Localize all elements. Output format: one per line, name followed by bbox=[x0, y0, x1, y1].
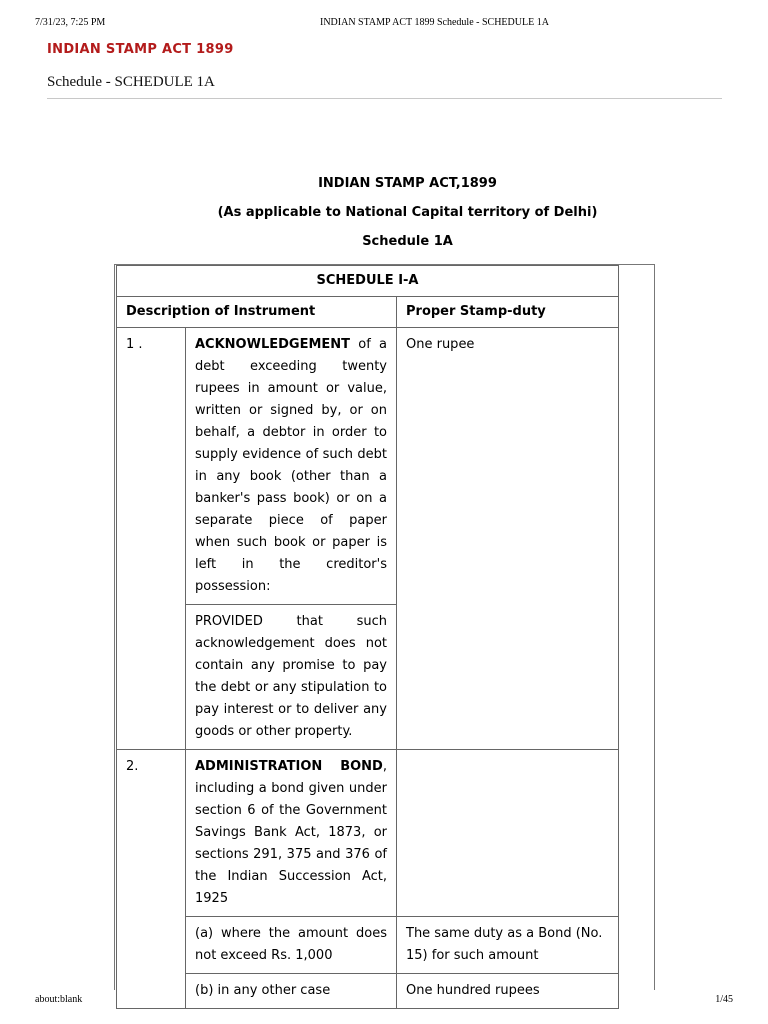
print-datetime: 7/31/23, 7:25 PM bbox=[35, 17, 106, 28]
print-title: INDIAN STAMP ACT 1899 Schedule - SCHEDULE 1A bbox=[320, 17, 549, 28]
table-row bbox=[117, 750, 619, 917]
row-title: ADMINISTRATION BOND bbox=[195, 759, 383, 774]
schedule-table bbox=[116, 265, 619, 1009]
sub-clause-b-duty: One hundred rupees bbox=[397, 974, 619, 1009]
print-footer bbox=[35, 994, 733, 1008]
table-row bbox=[117, 917, 619, 974]
print-header bbox=[35, 17, 733, 31]
outer-frame-right bbox=[654, 264, 655, 990]
row-number: 1 . bbox=[117, 328, 186, 750]
sub-clause-b: (b) in any other case bbox=[186, 974, 397, 1009]
row-description bbox=[186, 328, 397, 605]
row-duty-empty bbox=[397, 750, 619, 917]
page-number: 1/45 bbox=[715, 994, 733, 1005]
act-heading: INDIAN STAMP ACT,1899 bbox=[318, 176, 497, 191]
row-title: ACKNOWLEDGEMENT bbox=[195, 337, 351, 352]
row-description bbox=[186, 750, 397, 917]
print-url: about:blank bbox=[35, 994, 83, 1005]
outer-frame-left bbox=[114, 264, 115, 990]
page-subtitle: Schedule - SCHEDULE 1A bbox=[47, 74, 215, 90]
table-caption: SCHEDULE I-A bbox=[117, 266, 619, 297]
sub-clause-a: (a) where the amount does not exceed Rs. 1,000 bbox=[186, 917, 397, 974]
row-proviso: PROVIDED that such acknowledgement does not contain any promise to pay the debt or any stipulation to pay interest or to deliver any goods or other property. bbox=[186, 605, 397, 750]
site-title: INDIAN STAMP ACT 1899 bbox=[47, 42, 234, 57]
table-row bbox=[117, 328, 619, 605]
row-duty: One rupee bbox=[397, 328, 619, 750]
column-header-duty: Proper Stamp-duty bbox=[397, 297, 619, 328]
row-number: 2. bbox=[117, 750, 186, 1009]
column-header-description: Description of Instrument bbox=[117, 297, 397, 328]
divider bbox=[47, 98, 722, 99]
row-text: of a debt exceeding twenty rupees in amount or value, written or signed by, or on behalf, a debtor in order to supply evidence of such debt in any book (other than a banker's pass book) or on a separate piece of paper when such book or paper is left in the creditor's possession: bbox=[195, 337, 387, 594]
row-text: , including a bond given under section 6 of the Government Savings Bank Act, 1873, or sections 291, 375 and 376 of the Indian Succession Act, 1925 bbox=[195, 759, 387, 906]
schedule-heading: Schedule 1A bbox=[362, 234, 453, 249]
sub-clause-a-duty: The same duty as a Bond (No. 15) for such amount bbox=[397, 917, 619, 974]
applicability-heading: (As applicable to National Capital territory of Delhi) bbox=[217, 205, 598, 220]
